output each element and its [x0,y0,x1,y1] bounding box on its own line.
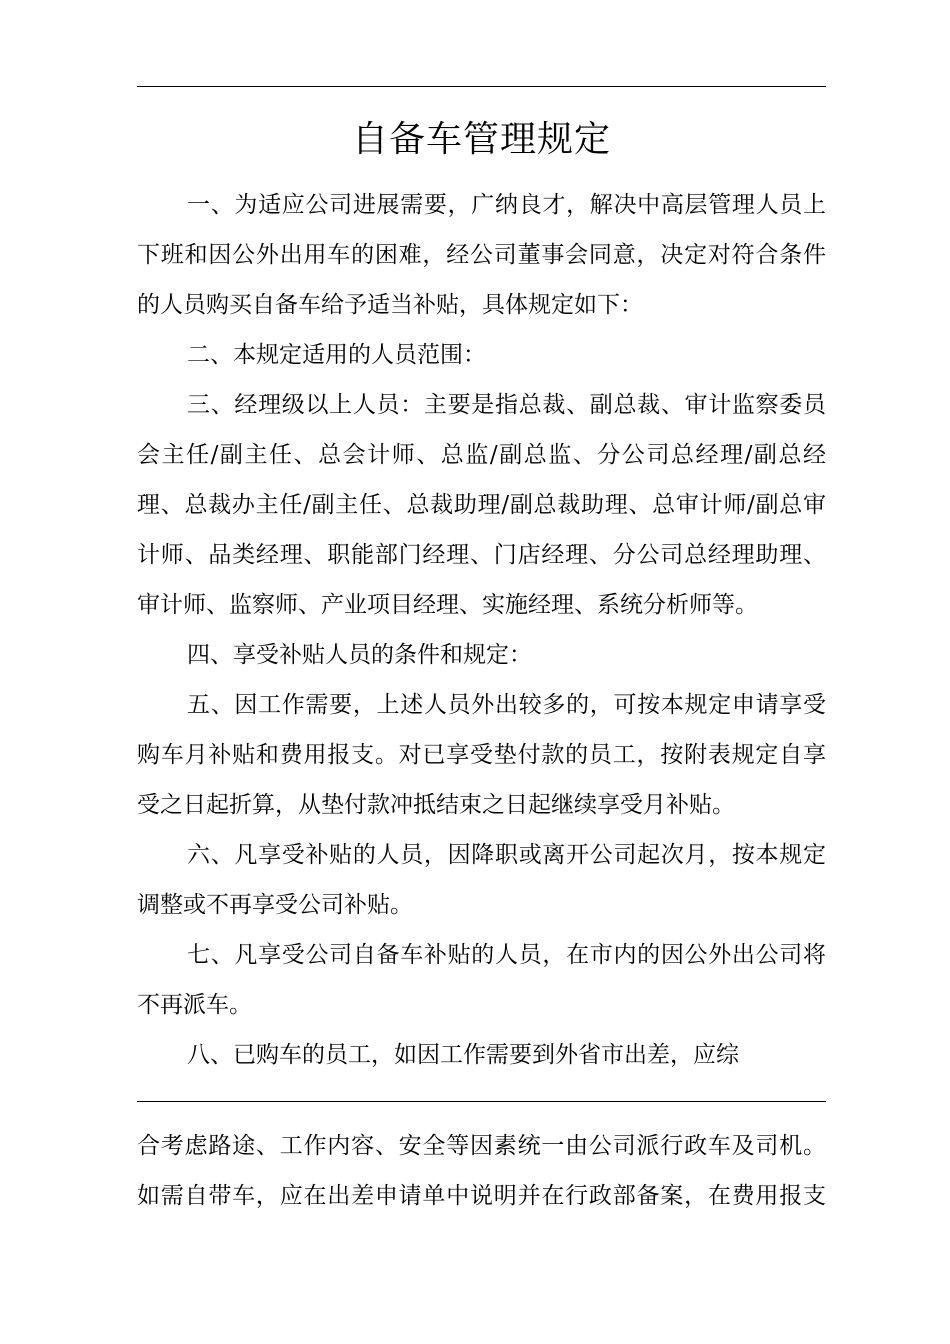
paragraph-6-line-1: 六、凡享受补贴的人员，因降职或离开公司起次月，按本规定 [187,842,826,868]
paragraph-8-line-1: 八、已购车的员工，如因工作需要到外省市出差，应综 [187,1042,739,1068]
top-rule [137,86,826,87]
paragraph-3-line-1: 三、经理级以上人员：主要是指总裁、副总裁、审计监察委员 [187,392,826,418]
paragraph-3-line-5: 审计师、监察师、产业项目经理、实施经理、系统分析师等。 [137,592,758,618]
paragraph-7-line-1: 七、凡享受公司自备车补贴的人员，在市内的因公外出公司将 [187,942,826,968]
paragraph-5-line-1: 五、因工作需要，上述人员外出较多的，可按本规定申请享受 [187,692,826,718]
paragraph-5-line-3: 受之日起折算，从垫付款冲抵结束之日起继续享受月补贴。 [137,792,735,818]
paragraph-3-line-2: 会主任/副主任、总会计师、总监/副总监、分公司总经理/副总经 [137,442,826,468]
document-body [137,180,826,1080]
paragraph-1-line-3: 的人员购买自备车给予适当补贴，具体规定如下： [137,292,643,318]
paragraph-6-line-2: 调整或不再享受公司补贴。 [137,892,413,918]
document-title: 自备车管理规定 [351,119,611,160]
paragraph-7-line-2: 不再派车。 [137,992,252,1018]
paragraph-3-line-4: 计师、品类经理、职能部门经理、门店经理、分公司总经理助理、 [137,542,826,568]
paragraph-8-line-3: 如需自带车，应在出差申请单中说明并在行政部备案，在费用报支 [137,1183,826,1209]
document-body-continued [137,1121,826,1221]
paragraph-1-line-2: 下班和因公外出用车的困难，经公司董事会同意，决定对符合条件 [137,242,826,268]
paragraph-8-line-2: 合考虑路途、工作内容、安全等因素统一由公司派行政车及司机。 [137,1133,826,1159]
paragraph-1-line-1: 一、为适应公司进展需要，广纳良才，解决中高层管理人员上 [187,192,826,218]
paragraph-3-line-3: 理、总裁办主任/副主任、总裁助理/副总裁助理、总审计师/副总审 [137,492,826,518]
page-break-rule [137,1101,826,1102]
paragraph-5-line-2: 购车月补贴和费用报支。对已享受垫付款的员工，按附表规定自享 [137,742,826,768]
paragraph-4-line-1: 四、享受补贴人员的条件和规定： [187,642,532,668]
paragraph-2-line-1: 二、本规定适用的人员范围： [187,342,486,368]
